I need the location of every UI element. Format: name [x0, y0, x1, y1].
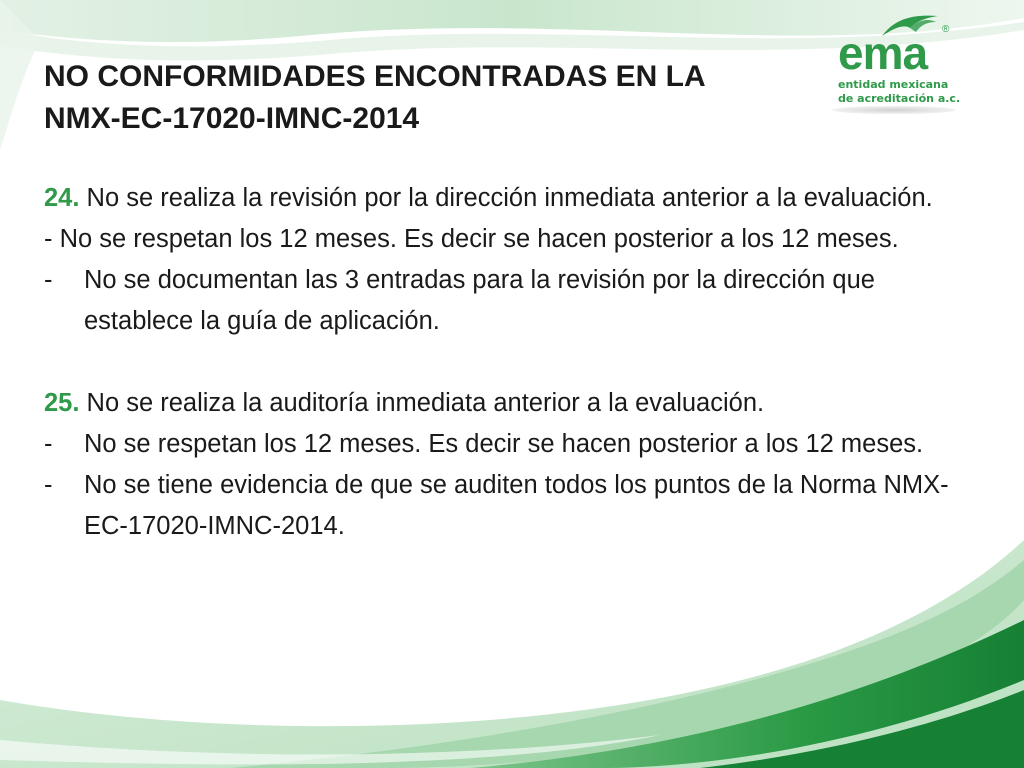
slide-title: [44, 56, 804, 140]
logo-line-2: de acreditación a.c.: [838, 92, 961, 105]
section-25-intro: [44, 383, 964, 424]
list-dash: -: [44, 430, 53, 458]
list-item-text: No se respetan los 12 meses. Es decir se hacen posterior a los 12 meses.: [84, 430, 924, 458]
ema-logo: [836, 10, 966, 110]
section-24-intro: [44, 178, 964, 219]
list-item: [44, 424, 964, 465]
list-dash: -: [44, 266, 53, 294]
section-text: No se realiza la auditoría inmediata anterior a la evaluación.: [79, 389, 765, 417]
logo-shadow: [832, 106, 956, 114]
slide-body: [44, 178, 964, 547]
section-number: 25.: [44, 389, 80, 417]
section-24-plain-item: - No se respetan los 12 meses. Es decir se hacen posterior a los 12 meses.: [44, 225, 899, 253]
section-number: 24.: [44, 184, 80, 212]
logo-line-1: entidad mexicana: [838, 78, 949, 91]
logo-mark: ema: [838, 27, 928, 79]
section-text: No se realiza la revisión por la dirección inmediata anterior a la evaluación.: [79, 184, 933, 212]
list-item-text: No se documentan las 3 entradas para la revisión por la dirección que establece la guía de aplicación.: [84, 266, 875, 335]
list-item-text: No se tiene evidencia de que se auditen todos los puntos de la Norma NMX-EC-17020-IMNC-2014.: [84, 471, 949, 540]
title-line-2: NMX-EC-17020-IMNC-2014: [44, 102, 420, 135]
spacer: [44, 342, 964, 383]
list-dash: -: [44, 471, 53, 499]
list-item: [44, 260, 964, 342]
registered-mark: ®: [942, 24, 950, 35]
title-line-1: NO CONFORMIDADES ENCONTRADAS EN LA: [44, 60, 706, 93]
list-item: [44, 465, 964, 547]
